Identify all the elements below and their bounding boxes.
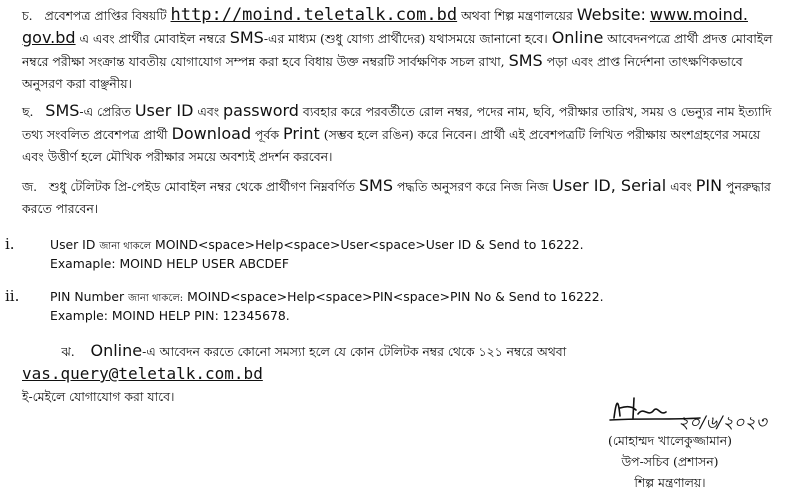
para-marker: চ.	[22, 8, 33, 23]
paragraph-admit-card-info: চ. প্রবেশপত্র প্রাপ্তির বিষয়টি http://moind.teletalk.com.bd অথবা শিল্প মন্ত্রণালয়ের Website: www.moind. gov.bd এ এবং প্রার্থীর মোবাইল নম্বরে SMS-এর মাধ্যম (শুধু যোগ্য প্রার্থীদের) যথাসময়ে জানানো হবে। Online আবেদনপত্রে প্রার্থী প্রদত্ত মোবাইল নম্বরে পরীক্ষা সংক্রান্ত যাবতীয় যোগাযোগ সম্পন্ন করা হবে বিধায় উক্ত নম্বরটি সার্বক্ষণিক সচল রাখা, SMS পড়া এবং প্রাপ্ত নির্দেশনা তাৎক্ষণিকভাবে অনুসরণ করা বাঞ্ছনীয়।	[22, 5, 773, 91]
para-marker: জ.	[22, 179, 38, 194]
list-numeral: i.	[5, 235, 15, 253]
signatory-office: শিল্প মন্ত্রণালয়।	[634, 475, 706, 490]
signature-block	[560, 388, 780, 488]
handwritten-signature	[600, 388, 800, 436]
support-email-link[interactable]: vas.query@teletalk.com.bd	[22, 364, 263, 383]
handwritten-date: ২০/৬/২০২৩	[678, 413, 767, 433]
para-marker: ঝ.	[61, 344, 75, 359]
para-marker: ছ.	[22, 104, 34, 119]
paragraph-recovery-info: জ. শুধু টেলিটক প্রি-পেইড মোবাইল নম্বর থেকে প্রার্থীগণ নিম্নবর্ণিত SMS পদ্ধতি অনুসরণ করে নিজ নিজ User ID, Serial এবং PIN পুনরুদ্ধার করতে পারবেন।	[22, 176, 771, 216]
signatory-designation: উপ-সচিব (প্রশাসন)	[621, 454, 719, 469]
teletalk-link[interactable]: http://moind.teletalk.com.bd	[170, 5, 458, 25]
ministry-website-link[interactable]: www.moind. gov.bd	[22, 5, 748, 47]
list-item-pin-recovery: ii. PIN Number জানা থাকলে: MOIND<space>Help<space>PIN<space>PIN No & Send to 16222. Example: MOIND HELP PIN: 12345678.	[5, 287, 604, 323]
paragraph-download-instructions: ছ. SMS-এ প্রেরিত User ID এবং password ব্যবহার করে পরবর্তীতে রোল নম্বর, পদের নাম, ছবি, পরীক্ষার তারিখ, সময় ও ভেন্যুর নাম ইত্যাদি তথ্য সংবলিত প্রবেশপত্র প্রার্থী Download পূর্বক Print (সম্ভব হলে রঙিন) করে নিবেন। প্রার্থী এই প্রবেশপত্রটি লিখিত পরীক্ষায় অংশগ্রহণের সময়ে এবং উত্তীর্ণ হলে মৌখিক পরীক্ষার সময়ে অবশ্যই প্রদর্শন করবেন।	[22, 101, 772, 164]
list-item-userid-recovery: i. User ID জানা থাকলে MOIND<space>Help<space>User<space>User ID & Send to 16222. Examaple: MOIND HELP USER ABCDEF	[5, 235, 584, 271]
list-numeral: ii.	[5, 287, 20, 305]
paragraph-support-contact: ঝ. Online-এ আবেদন করতে কোনো সমস্যা হলে যে কোন টেলিটক নম্বর থেকে ১২১ নম্বরে অথবা vas.query@teletalk.com.bd ই-মেইলে যোগাযোগ করা যাবে।	[22, 341, 567, 404]
signatory-name: (মোহাম্মদ খালেকুজ্জামান)	[608, 433, 732, 448]
